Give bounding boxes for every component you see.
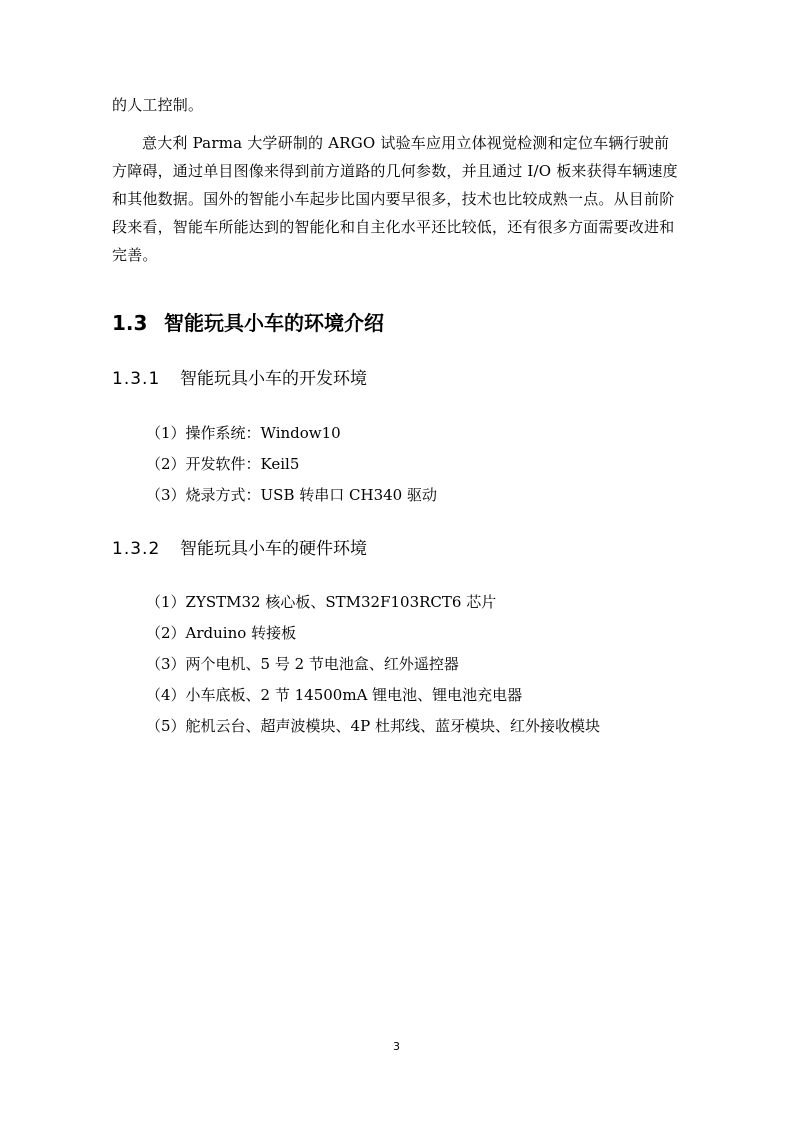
subsection-heading-dev-env	[112, 365, 367, 393]
subsection-number: 1.3.2	[112, 539, 161, 559]
page-number: 3	[393, 1040, 400, 1053]
list-item: （5）舵机云台、超声波模块、4P 杜邦线、蓝牙模块、红外接收模块	[146, 717, 600, 735]
hw-env-list	[146, 587, 600, 742]
subsection-title: 智能玩具小车的开发环境	[180, 369, 367, 389]
section-number: 1.3	[112, 311, 148, 335]
dev-env-list	[146, 418, 437, 511]
subsection-number: 1.3.1	[112, 369, 161, 389]
list-item: （1）ZYSTM32 核心板、STM32F103RCT6 芯片	[146, 593, 497, 611]
paragraph-argo: 意大利 Parma 大学研制的 ARGO 试验车应用立体视觉检测和定位车辆行驶前方障碍，通过单目图像来得到前方道路的几何参数，并且通过 I/O 板来获得车辆速度和其他数据。国外的智能小车起步比国内要早很多，技术也比较成熟一点。从目前阶段来看，智能车所能达到的智能化和自主化水平还比较低，还有很多方面需要改进和完善。	[112, 134, 678, 264]
list-item: （2）开发软件：Keil5	[146, 455, 300, 473]
subsection-heading-hw-env	[112, 535, 367, 563]
subsection-title: 智能玩具小车的硬件环境	[180, 539, 367, 559]
list-item: （2）Arduino 转接板	[146, 624, 297, 642]
paragraph-continuation: 的人工控制。	[112, 96, 204, 114]
list-item: （1）操作系统：Window10	[146, 424, 341, 442]
list-item: （4）小车底板、2 节 14500mA 锂电池、锂电池充电器	[146, 686, 523, 704]
list-item: （3）烧录方式：USB 转串口 CH340 驱动	[146, 486, 437, 504]
section-title: 智能玩具小车的环境介绍	[164, 311, 384, 335]
list-item: （3）两个电机、5 号 2 节电池盒、红外遥控器	[146, 655, 459, 673]
section-heading	[112, 308, 384, 338]
